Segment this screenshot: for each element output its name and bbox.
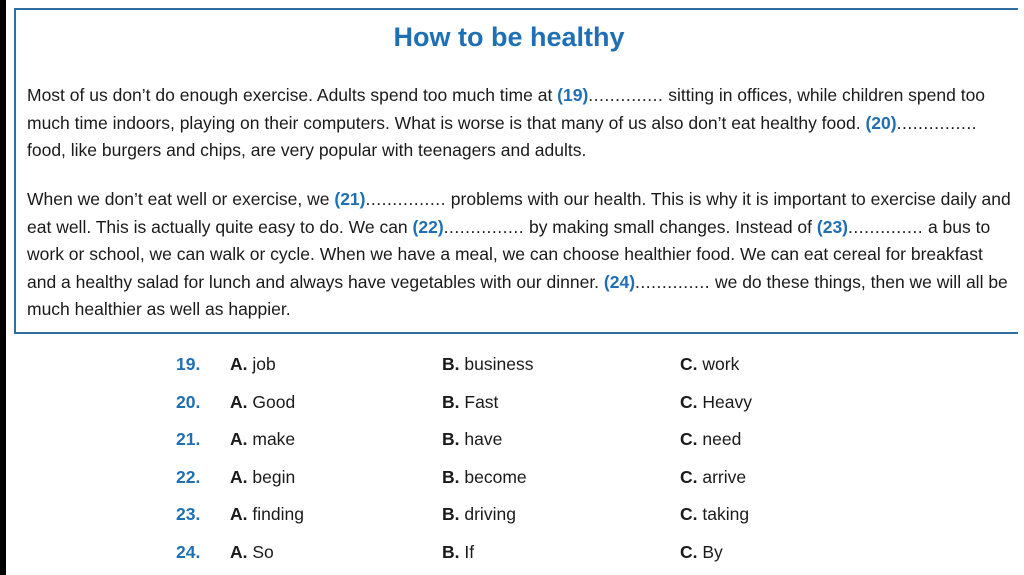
option-letter: C. (680, 541, 698, 562)
blank-23-number: (23) (816, 216, 849, 237)
text: a bus to work or school, we can walk or cycle. When we have a meal, we can choose healthier food. We can eat cereal for breakfast and a healthy salad for lunch and always have vegetables with our dinner. (27, 216, 991, 292)
option-c (680, 496, 840, 534)
question-number: 24. (176, 541, 201, 562)
text: by making small changes. Instead of (524, 216, 817, 237)
option-letter: B. (442, 391, 460, 412)
text: problems with our health. This is why it is important to exercise daily and eat well. This is actually quite easy to do. We can (27, 189, 1011, 237)
blank-22-number: (22) (412, 216, 444, 237)
option-letter: B. (442, 354, 460, 375)
question-number: 22. (176, 466, 201, 487)
question-number: 20. (176, 391, 201, 412)
option-letter: B. (442, 504, 460, 525)
option-b (442, 496, 680, 534)
option-text: become (464, 466, 527, 487)
option-c (680, 384, 840, 422)
blank-22-dots: ............... (443, 216, 525, 237)
option-a (230, 346, 442, 384)
option-text: job (252, 354, 276, 375)
option-c (680, 459, 840, 497)
option-text: need (702, 429, 742, 450)
blank-20-dots: ............... (896, 112, 978, 133)
option-c (680, 534, 840, 572)
option-letter: A. (230, 391, 248, 412)
option-text: taking (702, 504, 750, 525)
question-row (176, 534, 840, 572)
question-row (176, 421, 840, 459)
option-a (230, 496, 442, 534)
option-text: Heavy (702, 391, 752, 412)
question-row (176, 346, 840, 384)
option-b (442, 459, 680, 497)
option-text: begin (252, 466, 296, 487)
text: When we don’t eat well or exercise, we (27, 189, 335, 209)
question-number: 19. (176, 354, 201, 375)
option-b (442, 346, 680, 384)
option-text: Good (252, 391, 296, 412)
question-row (176, 384, 840, 422)
option-b (442, 421, 680, 459)
option-text: arrive (702, 466, 747, 487)
option-text: By (702, 541, 723, 562)
blank-23-dots: .............. (848, 216, 924, 237)
option-letter: B. (442, 466, 460, 487)
blank-20-number: (20) (865, 112, 897, 133)
blank-24-dots: .............. (635, 271, 711, 292)
passage-paragraph-2 (27, 186, 1012, 324)
option-text: make (252, 429, 296, 450)
option-letter: C. (680, 354, 698, 375)
option-text: Fast (464, 391, 499, 412)
option-letter: A. (230, 354, 248, 375)
left-edge-bar (0, 0, 6, 575)
option-c (680, 346, 840, 384)
option-letter: A. (230, 466, 248, 487)
blank-21-number: (21) (334, 189, 366, 209)
option-text: work (702, 354, 740, 375)
option-letter: C. (680, 391, 698, 412)
question-row (176, 496, 840, 534)
option-letter: C. (680, 504, 698, 525)
options-table (176, 346, 840, 571)
option-a (230, 384, 442, 422)
blank-21-dots: ............... (365, 189, 446, 209)
question-number: 23. (176, 504, 201, 525)
text: food, like burgers and chips, are very popular with teenagers and adults. (27, 140, 587, 160)
option-text: So (252, 541, 274, 562)
option-text: If (464, 541, 475, 562)
text: sitting in offices, while children spend too much time indoors, playing on their computers. What is worse is that many of us also don’t eat healthy food. (27, 85, 986, 133)
blank-24-number: (24) (603, 271, 636, 292)
option-letter: B. (442, 429, 460, 450)
text: Most of us don’t do enough exercise. Adults spend too much time at (27, 85, 558, 105)
option-a (230, 534, 442, 572)
option-letter: A. (230, 541, 248, 562)
option-b (442, 384, 680, 422)
option-letter: B. (442, 541, 460, 562)
page-title: How to be healthy (393, 22, 625, 52)
question-number: 21. (176, 429, 201, 450)
option-text: finding (252, 504, 304, 525)
option-text: have (464, 429, 503, 450)
option-a (230, 459, 442, 497)
option-letter: A. (230, 429, 248, 450)
option-a (230, 421, 442, 459)
blank-19-dots: .............. (588, 85, 664, 105)
option-text: driving (464, 504, 516, 525)
blank-19-number: (19) (557, 85, 589, 105)
option-b (442, 534, 680, 572)
option-text: business (464, 354, 534, 375)
option-c (680, 421, 840, 459)
text: we do these things, then we will all be much healthier as well as happier. (27, 271, 1008, 319)
option-letter: C. (680, 466, 698, 487)
option-letter: A. (230, 504, 248, 525)
question-row (176, 459, 840, 497)
option-letter: C. (680, 429, 698, 450)
passage-paragraph-1 (27, 82, 1012, 165)
